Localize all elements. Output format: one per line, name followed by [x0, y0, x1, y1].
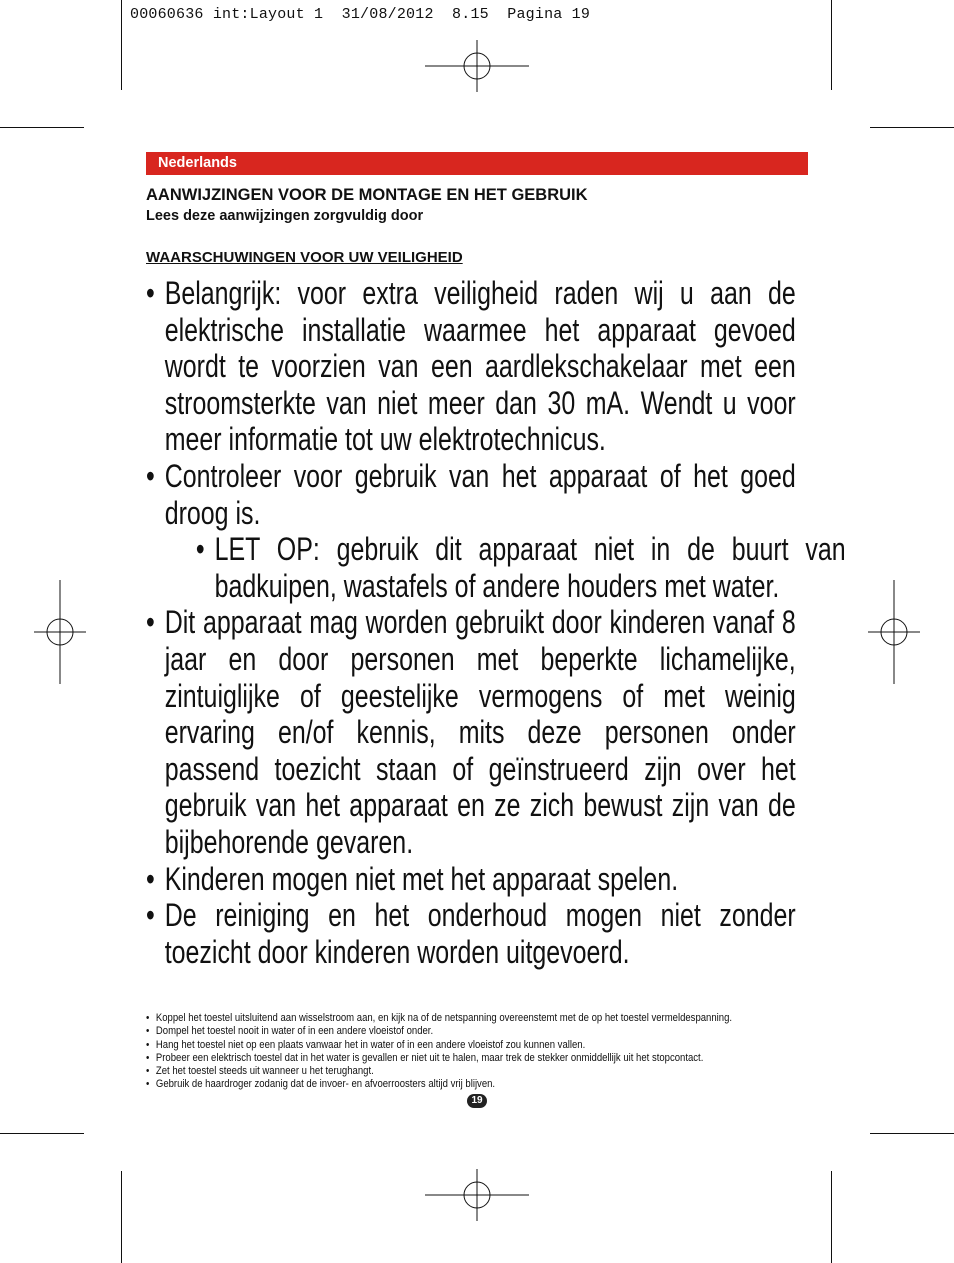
crop-mark-top-right-vertical — [831, 0, 832, 90]
crop-mark-top-left-horizontal — [0, 127, 84, 128]
small-print-notes-list — [146, 1012, 808, 1092]
bullet-icon: • — [146, 1012, 150, 1024]
warnings-heading: WAARSCHUWINGEN VOOR UW VEILIGHEID — [146, 249, 463, 266]
crop-mark-bottom-left-horizontal — [0, 1133, 84, 1134]
safety-warning-text: De reiniging en het onderhoud mogen niet zonder toezicht door kinderen worden uitgevoerd. — [164, 897, 796, 970]
safety-warnings-list — [146, 275, 846, 970]
note-text: Zet het toestel steeds uit wanneer u het terughangt. — [155, 1065, 374, 1078]
crop-mark-bottom-left-vertical — [121, 1171, 122, 1263]
safety-warning-text: Dit apparaat mag worden gebruikt door kinderen vanaf 8 jaar en door personen met beperkte lichamelijke, zintuiglijke of geestelijke vermogens of met weinig ervaring en/of kennis, mits deze personen onder passend toezicht staan of geïnstrueerd zijn over het gebruik van het apparaat en ze zich bewust zijn van de bijbehorende gevaren. — [164, 604, 796, 860]
page-heading: AANWIJZINGEN VOOR DE MONTAGE EN HET GEBRUIK — [146, 186, 588, 204]
safety-warning-text: Kinderen mogen niet met het apparaat spelen. — [164, 860, 679, 897]
note-text: Probeer een elektrisch toestel dat in het water is gevallen er niet uit te halen, maar trek de stekker onmiddellijk uit het stopcontact. — [155, 1051, 704, 1064]
registration-mark-left-icon — [8, 580, 112, 684]
safety-warning-text: Belangrijk: voor extra veiligheid raden wij u aan de elektrische installatie waarmee het apparaat gevoed wordt te voorzien van een aardlekschakelaar met een stroomsterkte van niet meer dan 30 mA. Wendt u voor meer informatie tot uw elektrotechnicus. — [164, 275, 796, 458]
note-item — [146, 1012, 742, 1025]
bullet-icon: • — [195, 531, 205, 568]
note-text: Gebruik de haardroger zodanig dat de invoer- en afvoerroosters altijd vrij blijven. — [155, 1078, 496, 1091]
bullet-icon: • — [146, 1078, 150, 1091]
note-item — [146, 1039, 742, 1052]
note-item — [146, 1025, 742, 1038]
safety-warning-text: Controleer voor gebruik van het apparaat of het goed droog is. — [164, 457, 796, 531]
safety-warning-subitem — [146, 531, 846, 604]
note-item — [146, 1078, 742, 1091]
note-text: Dompel het toestel nooit in water of in een andere vloeistof onder. — [155, 1025, 434, 1038]
note-item — [146, 1052, 742, 1065]
language-label: Nederlands — [158, 155, 237, 171]
safety-warning-item — [146, 861, 796, 898]
crop-mark-bottom-right-vertical — [831, 1171, 832, 1263]
safety-warning-item — [146, 275, 796, 458]
bullet-icon: • — [146, 1065, 150, 1078]
bullet-icon: • — [146, 604, 155, 641]
safety-warning-item — [146, 604, 796, 860]
bullet-icon: • — [146, 1025, 150, 1038]
crop-mark-top-right-horizontal — [870, 127, 954, 128]
note-item — [146, 1065, 742, 1078]
bullet-icon: • — [146, 457, 155, 494]
safety-warning-text: LET OP: gebruik dit apparaat niet in de buurt van badkuipen, wastafels of andere houders met water. — [214, 531, 846, 604]
page-number-badge: 19 — [467, 1094, 487, 1108]
bullet-icon: • — [146, 860, 155, 897]
note-text: Hang het toestel niet op een plaats vanwaar het in water of in een andere vloeistof zou kunnen vallen. — [155, 1038, 586, 1051]
safety-warning-item — [146, 897, 796, 970]
bullet-icon: • — [146, 275, 155, 311]
page-subheading: Lees deze aanwijzingen zorgvuldig door — [146, 208, 424, 224]
registration-mark-right-icon — [842, 580, 946, 684]
language-bar — [146, 152, 808, 175]
bullet-icon: • — [146, 897, 155, 934]
bullet-icon: • — [146, 1051, 150, 1064]
registration-mark-top-icon — [425, 14, 529, 118]
note-text: Koppel het toestel uitsluitend aan wisselstroom aan, en kijk na of de netspanning overeenstemt met de op het toestel vermeldespanning. — [155, 1012, 733, 1024]
crop-mark-top-left-vertical — [121, 0, 122, 90]
bullet-icon: • — [146, 1038, 150, 1051]
crop-mark-bottom-right-horizontal — [870, 1133, 954, 1134]
safety-warning-item — [146, 458, 796, 531]
print-slug-line: 00060636 int:Layout 1 31/08/2012 8.15 Pagina 19 — [130, 6, 591, 23]
registration-mark-bottom-icon — [425, 1143, 529, 1247]
